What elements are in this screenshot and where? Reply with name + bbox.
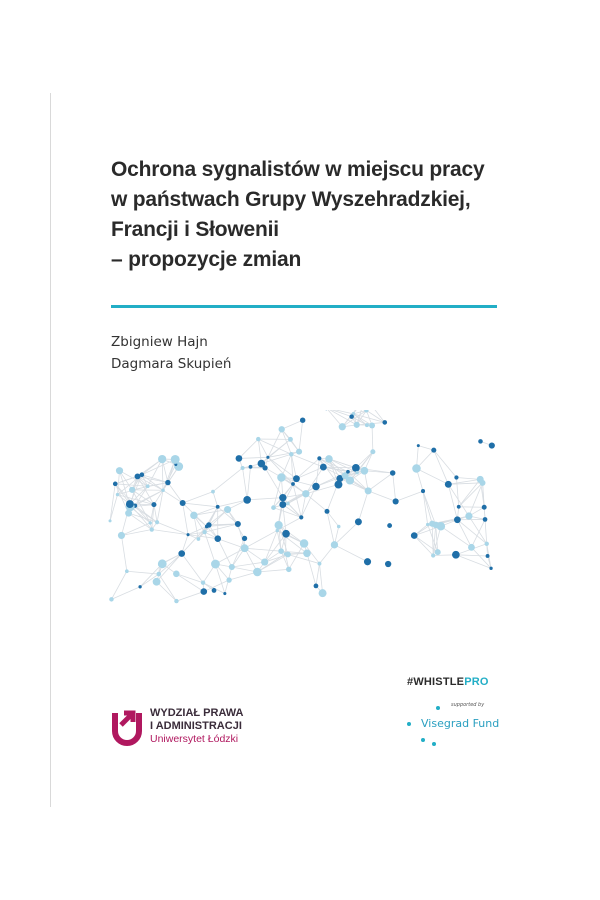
- network-link: [245, 548, 281, 551]
- network-node: [235, 521, 241, 527]
- network-node: [349, 414, 354, 419]
- network-link: [469, 483, 483, 516]
- network-node: [229, 564, 235, 570]
- network-node: [284, 552, 288, 556]
- network-node: [125, 569, 129, 573]
- whistlepro-suffix: PRO: [464, 676, 489, 688]
- network-node: [454, 516, 461, 523]
- network-link: [368, 491, 395, 502]
- network-link: [277, 530, 304, 543]
- network-node: [421, 489, 425, 493]
- network-link: [456, 555, 488, 556]
- network-link: [229, 572, 257, 580]
- network-node: [312, 483, 319, 490]
- network-node: [275, 529, 279, 533]
- author-2: Dagmara Skupień: [111, 356, 232, 372]
- network-node: [289, 452, 294, 457]
- network-node: [243, 496, 251, 504]
- network-node: [156, 572, 161, 577]
- network-node: [158, 559, 167, 568]
- network-node: [224, 506, 231, 513]
- network-node: [339, 423, 346, 430]
- network-link: [289, 544, 304, 570]
- network-link: [326, 410, 353, 414]
- network-link: [334, 545, 367, 562]
- network-node: [286, 567, 291, 572]
- network-node: [346, 476, 354, 484]
- network-node: [126, 500, 134, 508]
- network-link: [393, 473, 396, 501]
- network-node: [118, 532, 125, 539]
- network-link: [213, 468, 243, 492]
- title-divider: [111, 305, 497, 308]
- network-link: [414, 536, 433, 556]
- network-node: [258, 460, 266, 468]
- network-node: [355, 471, 359, 475]
- visegrad-dot-icon: [436, 706, 440, 710]
- network-node: [201, 581, 205, 585]
- whistlepro-logo: [407, 676, 489, 688]
- network-link: [243, 468, 248, 500]
- network-node: [477, 476, 484, 483]
- network-link: [182, 554, 203, 583]
- network-link: [121, 530, 151, 536]
- network-node: [212, 588, 217, 593]
- network-link: [148, 459, 162, 486]
- network-node: [278, 548, 284, 554]
- network-node: [325, 455, 333, 463]
- network-node: [303, 549, 311, 557]
- network-node: [299, 515, 303, 519]
- author-list: [111, 331, 232, 375]
- network-node: [266, 456, 269, 459]
- network-link: [372, 425, 373, 451]
- network-link: [457, 520, 486, 544]
- network-node: [390, 470, 395, 475]
- network-node: [457, 505, 461, 509]
- network-link: [182, 526, 207, 553]
- network-node: [135, 473, 141, 479]
- title-line-3: Francji i Słowenii: [111, 218, 279, 241]
- title-line-4: – propozycje zmian: [111, 248, 302, 271]
- network-node: [271, 505, 276, 510]
- network-link: [232, 538, 245, 567]
- network-illustration: [100, 410, 510, 640]
- network-node: [365, 423, 369, 427]
- network-node: [178, 550, 185, 557]
- network-node: [293, 475, 300, 482]
- network-node: [216, 505, 220, 509]
- network-link: [163, 490, 183, 503]
- network-node: [318, 562, 322, 566]
- network-node: [300, 539, 308, 547]
- whistlepro-prefix: #WHISTLE: [407, 676, 465, 688]
- network-node: [109, 519, 112, 522]
- network-node: [158, 455, 166, 463]
- network-link: [265, 530, 278, 562]
- network-node: [365, 487, 372, 494]
- network-link: [157, 582, 177, 601]
- network-node: [288, 437, 293, 442]
- network-node: [286, 502, 290, 506]
- network-node: [279, 501, 286, 508]
- network-node: [171, 455, 180, 464]
- network-link: [215, 548, 244, 564]
- network-node: [325, 509, 330, 514]
- network-node: [346, 470, 350, 474]
- network-node: [435, 549, 441, 555]
- network-node: [319, 589, 327, 597]
- network-node: [412, 464, 421, 473]
- network-link: [218, 500, 247, 507]
- network-node: [361, 467, 369, 475]
- university-name: Uniwersytet Łódzki: [150, 733, 239, 745]
- network-node: [432, 522, 439, 529]
- network-node: [253, 568, 262, 577]
- network-node: [113, 482, 118, 487]
- network-node: [317, 456, 321, 460]
- network-node: [486, 554, 490, 558]
- faculty-line-1: WYDZIAŁ PRAWA: [150, 707, 244, 719]
- network-node: [155, 520, 159, 524]
- network-link: [176, 574, 203, 583]
- network-node: [387, 523, 392, 528]
- network-node: [116, 493, 119, 496]
- network-node: [489, 442, 495, 448]
- network-node: [275, 521, 283, 529]
- network-node: [417, 444, 420, 447]
- network-node: [431, 448, 436, 453]
- network-node: [334, 481, 342, 489]
- network-link: [215, 564, 224, 593]
- network-node: [291, 482, 295, 486]
- network-link: [423, 491, 436, 525]
- network-link: [268, 429, 282, 457]
- network-node: [393, 498, 399, 504]
- network-link: [232, 562, 265, 567]
- arrow-u-logo-icon: [111, 705, 143, 747]
- network-node: [483, 517, 488, 522]
- network-node: [129, 487, 135, 493]
- network-node: [116, 467, 123, 474]
- network-link: [282, 420, 303, 429]
- network-node: [205, 525, 209, 529]
- network-link: [459, 483, 483, 507]
- network-link: [299, 420, 303, 451]
- network-link: [239, 457, 268, 458]
- network-node: [465, 512, 472, 519]
- network-node: [302, 490, 309, 497]
- network-node: [370, 449, 375, 454]
- network-link: [484, 507, 487, 544]
- visegrad-dot-icon: [421, 738, 425, 742]
- network-link: [307, 553, 316, 586]
- network-link: [319, 564, 322, 594]
- network-link: [457, 520, 471, 548]
- network-link: [247, 467, 250, 500]
- visegrad-fund-name: Visegrad Fund: [421, 717, 500, 730]
- network-link: [366, 410, 384, 422]
- network-link: [183, 503, 218, 507]
- network-link: [316, 458, 319, 486]
- visegrad-dot-icon: [407, 722, 411, 726]
- network-node: [190, 512, 197, 519]
- network-node: [151, 502, 156, 507]
- network-link: [296, 458, 319, 478]
- network-node: [279, 426, 285, 432]
- network-link: [121, 523, 150, 536]
- network-node: [249, 465, 253, 469]
- network-node: [153, 578, 161, 586]
- network-link: [183, 492, 213, 503]
- network-link: [111, 587, 140, 600]
- network-link: [111, 571, 126, 599]
- network-node: [279, 494, 286, 501]
- network-node: [138, 585, 141, 588]
- network-node: [109, 597, 113, 601]
- network-node: [485, 542, 489, 546]
- network-node: [296, 449, 302, 455]
- network-node: [146, 484, 150, 488]
- network-node: [382, 420, 387, 425]
- network-node: [161, 489, 165, 493]
- network-node: [331, 541, 338, 548]
- network-node: [226, 577, 231, 582]
- network-node: [426, 523, 429, 526]
- network-node: [200, 588, 207, 595]
- network-node: [364, 558, 371, 565]
- network-node: [482, 505, 487, 510]
- network-node: [149, 521, 152, 524]
- network-node: [277, 473, 285, 481]
- network-link: [213, 492, 218, 507]
- network-link: [239, 439, 258, 458]
- visegrad-dot-icon: [432, 742, 436, 746]
- network-node: [337, 525, 341, 529]
- network-link: [358, 491, 368, 522]
- supported-by-label: supported by: [451, 702, 485, 708]
- network-link: [121, 535, 126, 571]
- title-line-1: Ochrona sygnalistów w miejscu pracy: [111, 158, 485, 181]
- network-node: [300, 417, 305, 422]
- network-link: [448, 484, 457, 519]
- network-link: [247, 498, 283, 500]
- network-link: [168, 483, 183, 503]
- network-node: [180, 500, 186, 506]
- network-node: [261, 558, 268, 565]
- network-node: [197, 537, 201, 541]
- network-node: [355, 518, 362, 525]
- network-node: [211, 490, 215, 494]
- network-node: [174, 599, 178, 603]
- network-node: [173, 571, 180, 578]
- network-link: [110, 484, 115, 521]
- network-node: [236, 455, 243, 462]
- network-link: [368, 473, 393, 491]
- network-node: [385, 561, 391, 567]
- book-title: [111, 155, 531, 275]
- network-node: [468, 544, 475, 551]
- network-link: [416, 468, 448, 484]
- network-node: [241, 544, 249, 552]
- network-node: [211, 560, 220, 569]
- network-node: [452, 551, 460, 559]
- network-node: [352, 464, 360, 472]
- network-node: [256, 437, 260, 441]
- network-link: [434, 450, 457, 477]
- network-link: [154, 505, 157, 523]
- network-link: [434, 450, 449, 484]
- faculty-line-2: I ADMINISTRACJI: [150, 720, 242, 732]
- network-link: [316, 564, 320, 586]
- network-link: [176, 574, 203, 592]
- network-node: [314, 584, 319, 589]
- network-link: [456, 555, 491, 569]
- network-node: [478, 439, 483, 444]
- network-node: [489, 567, 492, 570]
- network-node: [282, 530, 290, 538]
- network-node: [431, 553, 435, 557]
- network-link: [245, 530, 278, 548]
- network-link: [456, 477, 480, 479]
- network-link: [306, 494, 327, 512]
- network-node: [241, 466, 245, 470]
- network-node: [186, 533, 189, 536]
- network-node: [223, 592, 226, 595]
- network-link: [396, 491, 423, 501]
- network-node: [242, 536, 247, 541]
- network-node: [354, 422, 360, 428]
- network-link: [423, 491, 432, 524]
- network-node: [445, 481, 452, 488]
- network-link: [456, 477, 458, 506]
- network-node: [369, 423, 375, 429]
- network-node: [411, 532, 418, 539]
- author-1: Zbigniew Hajn: [111, 334, 208, 350]
- network-node: [454, 475, 458, 479]
- network-node: [320, 464, 327, 471]
- network-node: [215, 535, 222, 542]
- network-node: [165, 480, 170, 485]
- network-link: [159, 574, 177, 601]
- network-link: [441, 526, 472, 547]
- network-node: [150, 527, 154, 531]
- faculty-logo-text: [150, 707, 244, 746]
- network-link: [176, 592, 203, 602]
- title-line-2: w państwach Grupy Wyszehradzkiej,: [111, 188, 471, 211]
- network-node: [203, 530, 207, 534]
- network-link: [110, 495, 117, 521]
